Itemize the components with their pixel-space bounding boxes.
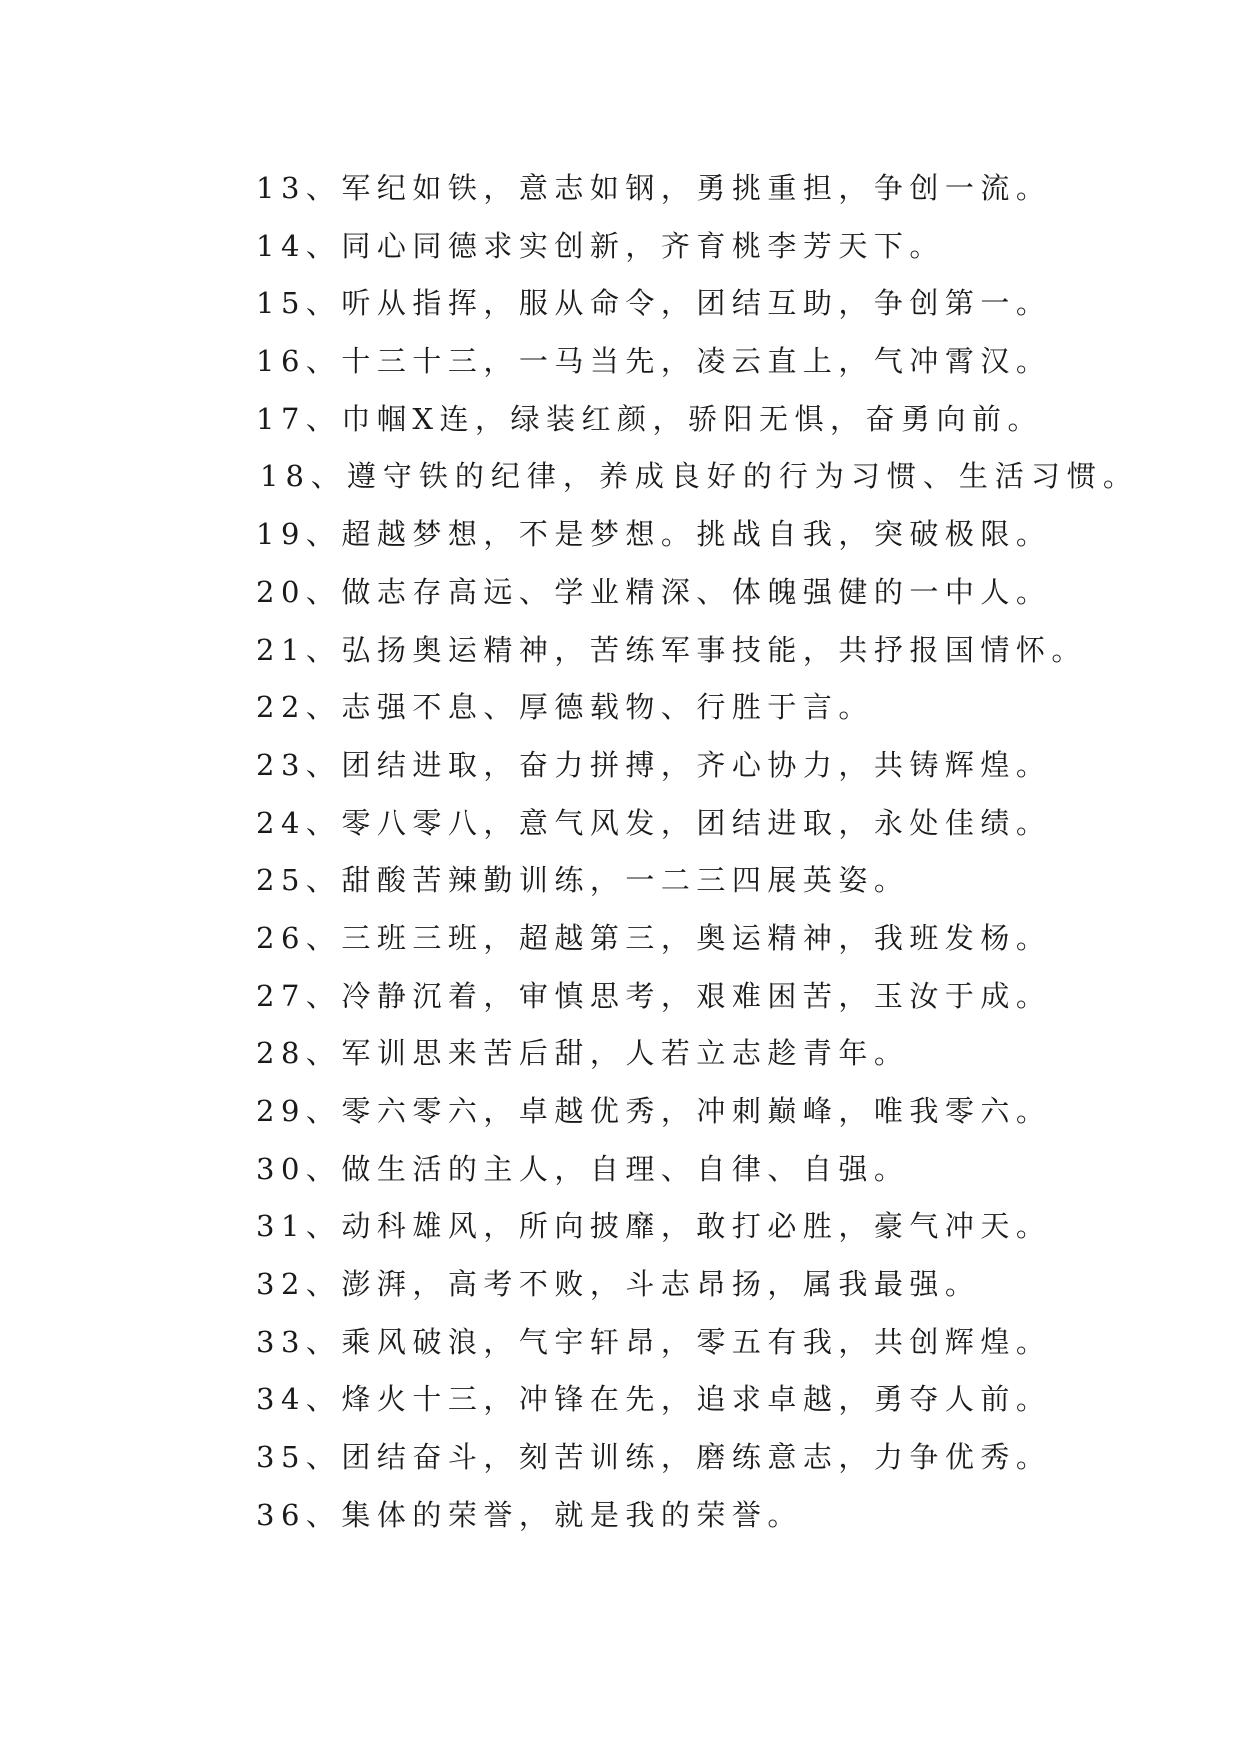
slogan-line: 17、巾帼X连，绿装红颜，骄阳无惧，奋勇向前。 <box>256 401 1044 436</box>
slogan-line: 16、十三十三，一马当先，凌云直上，气冲霄汉。 <box>256 344 1052 379</box>
slogan-line: 25、甜酸苦辣勤训练，一二三四展英姿。 <box>256 863 910 898</box>
slogan-line: 14、同心同德求实创新，齐育桃李芳天下。 <box>256 228 945 263</box>
slogan-line: 18、遵守铁的纪律，养成良好的行为习惯、生活习惯。 <box>260 459 1139 494</box>
slogan-line: 23、团结进取，奋力拼搏，齐心协力，共铸辉煌。 <box>256 747 1052 782</box>
slogan-line: 32、澎湃，高考不败，斗志昂扬，属我最强。 <box>256 1267 981 1302</box>
slogan-line: 31、动科雄风，所向披靡，敢打必胜，豪气冲天。 <box>256 1209 1052 1244</box>
slogan-line: 30、做生活的主人，自理、自律、自强。 <box>256 1151 910 1186</box>
slogan-line: 21、弘扬奥运精神，苦练军事技能，共抒报国情怀。 <box>256 632 1087 667</box>
slogan-line: 24、零八零八，意气风发，团结进取，永处佳绩。 <box>256 805 1052 840</box>
slogan-line: 34、烽火十三，冲锋在先，追求卓越，勇夺人前。 <box>256 1382 1052 1417</box>
slogan-line: 27、冷静沉着，审慎思考，艰难困苦，玉汝于成。 <box>256 978 1052 1013</box>
slogan-line: 13、军纪如铁，意志如钢，勇挑重担，争创一流。 <box>256 171 1052 205</box>
slogan-line: 35、团结奋斗，刻苦训练，磨练意志，力争优秀。 <box>256 1440 1052 1475</box>
slogan-line: 20、做志存高远、学业精深、体魄强健的一中人。 <box>256 574 1052 609</box>
slogan-list <box>256 160 1139 1545</box>
slogan-line: 19、超越梦想，不是梦想。挑战自我，突破极限。 <box>256 517 1052 552</box>
slogan-line: 28、军训思来苦后甜，人若立志趁青年。 <box>256 1036 910 1071</box>
slogan-line: 26、三班三班，超越第三，奥运精神，我班发杨。 <box>256 920 1052 955</box>
slogan-line: 29、零六零六，卓越优秀，冲刺巅峰，唯我零六。 <box>256 1094 1052 1128</box>
slogan-line: 33、乘风破浪，气宇轩昂，零五有我，共创辉煌。 <box>256 1324 1052 1359</box>
slogan-line: 36、集体的荣誉，就是我的荣誉。 <box>256 1497 803 1532</box>
slogan-line: 22、志强不息、厚德载物、行胜于言。 <box>256 690 874 725</box>
slogan-line: 15、听从指挥，服从命令，团结互助，争创第一。 <box>256 286 1052 321</box>
